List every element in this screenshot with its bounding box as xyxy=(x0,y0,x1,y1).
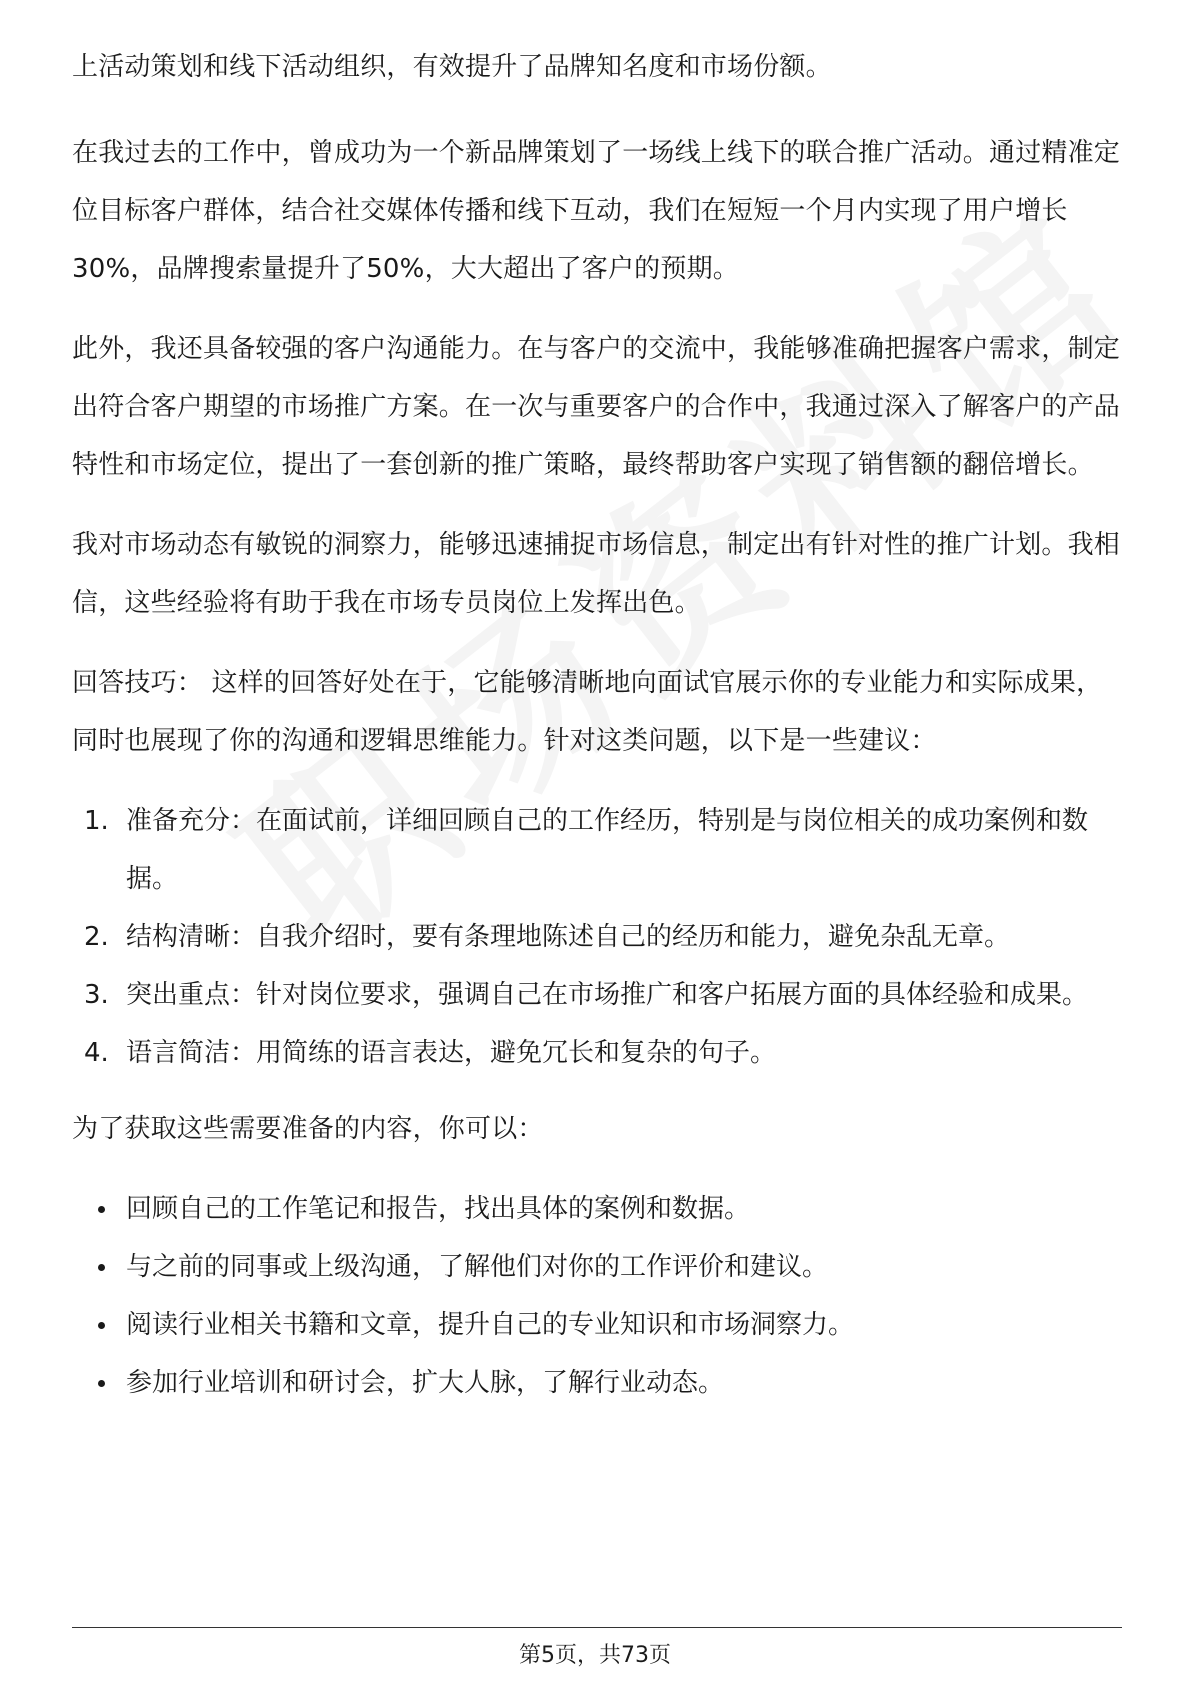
bullet-dot-icon xyxy=(98,1380,105,1387)
list-number: 4. xyxy=(84,1038,109,1068)
list-item-text: 参加行业培训和研讨会，扩大人脉，了解行业动态。 xyxy=(126,1368,725,1398)
list-item xyxy=(72,1180,1122,1238)
list-number: 2. xyxy=(84,922,109,952)
list-item xyxy=(72,1024,1122,1082)
list-item xyxy=(72,1296,1122,1354)
paragraph: 为了获取这些需要准备的内容，你可以： xyxy=(72,1114,544,1144)
list-item xyxy=(72,1354,1122,1412)
list-item-text: 准备充分：在面试前，详细回顾自己的工作经历，特别是与岗位相关的成功案例和数据。 xyxy=(126,806,1089,894)
answer-tips-paragraph: 回答技巧： 这样的回答好处在于，它能够清晰地向面试官展示你的专业能力和实际成果，同时也展现了你的沟通和逻辑思维能力。针对这类问题，以下是一些建议： xyxy=(72,668,1103,756)
paragraph: 在我过去的工作中，曾成功为一个新品牌策划了一场线上线下的联合推广活动。通过精准定位目标客户群体，结合社交媒体传播和线下互动，我们在短短一个月内实现了用户增长30%，品牌搜索量提升了50%，大大超出了客户的预期。 xyxy=(72,138,1121,284)
document-body xyxy=(72,38,1122,1412)
list-item-text: 回顾自己的工作笔记和报告，找出具体的案例和数据。 xyxy=(126,1194,751,1224)
paragraph: 此外，我还具备较强的客户沟通能力。在与客户的交流中，我能够准确把握客户需求，制定出符合客户期望的市场推广方案。在一次与重要客户的合作中，我通过深入了解客户的产品特性和市场定位，提出了一套创新的推广策略，最终帮助客户实现了销售额的翻倍增长。 xyxy=(72,334,1121,480)
list-number: 1. xyxy=(84,806,109,836)
list-number: 3. xyxy=(84,980,109,1010)
bullet-dot-icon xyxy=(98,1206,105,1213)
list-item xyxy=(72,1238,1122,1296)
list-item xyxy=(72,966,1122,1024)
list-item xyxy=(72,908,1122,966)
list-item-text: 结构清晰：自我介绍时，要有条理地陈述自己的经历和能力，避免杂乱无章。 xyxy=(126,922,1011,952)
paragraph: 上活动策划和线下活动组织，有效提升了品牌知名度和市场份额。 xyxy=(72,52,832,82)
list-item-text: 阅读行业相关书籍和文章，提升自己的专业知识和市场洞察力。 xyxy=(126,1310,855,1340)
list-item xyxy=(72,792,1122,908)
footer-divider xyxy=(72,1627,1122,1628)
tips-list xyxy=(72,792,1122,1082)
paragraph: 我对市场动态有敏锐的洞察力，能够迅速捕捉市场信息，制定出有针对性的推广计划。我相信，这些经验将有助于我在市场专员岗位上发挥出色。 xyxy=(72,530,1121,618)
list-item-text: 与之前的同事或上级沟通，了解他们对你的工作评价和建议。 xyxy=(126,1252,829,1282)
list-item-text: 突出重点：针对岗位要求，强调自己在市场推广和客户拓展方面的具体经验和成果。 xyxy=(126,980,1089,1010)
bullet-dot-icon xyxy=(98,1264,105,1271)
bullet-dot-icon xyxy=(98,1322,105,1329)
page-number: 第5页，共73页 xyxy=(519,1643,671,1668)
list-item-text: 语言简洁：用简练的语言表达，避免冗长和复杂的句子。 xyxy=(126,1038,777,1068)
bullet-list xyxy=(72,1180,1122,1412)
